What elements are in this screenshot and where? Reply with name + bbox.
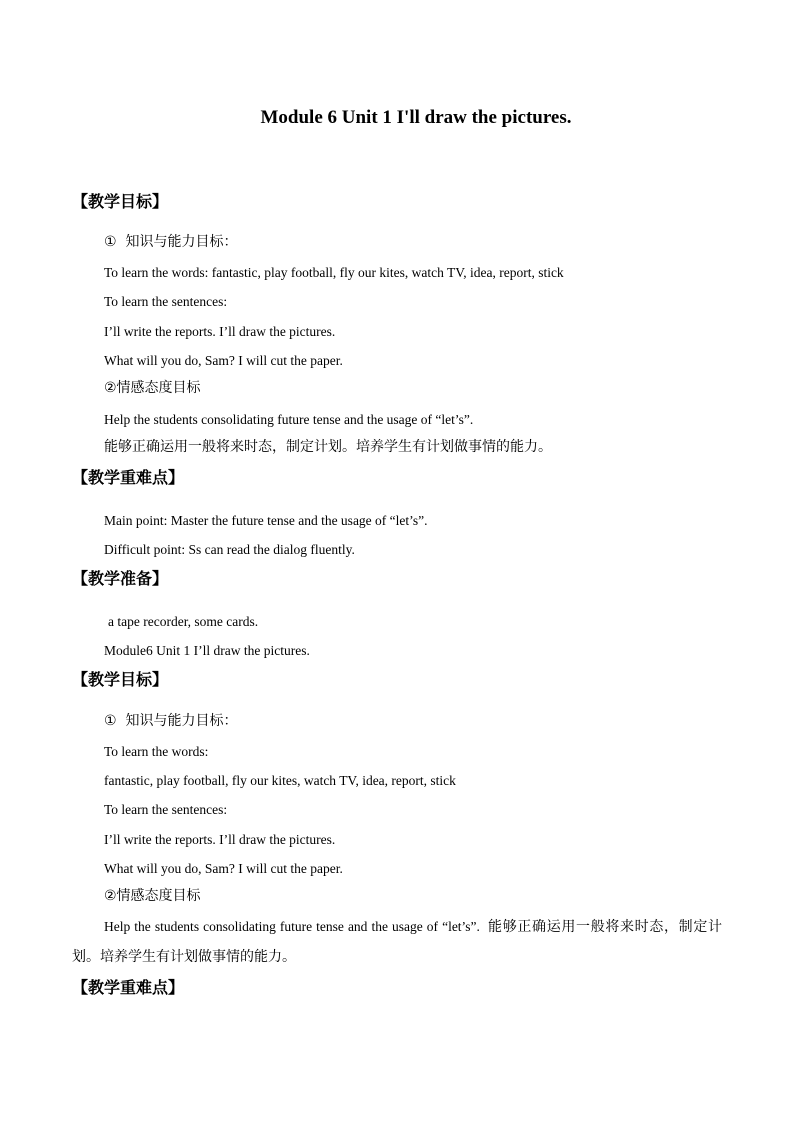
- vocabulary-line: fantastic, play football, fly our kites, watch TV, idea, report, stick: [104, 773, 456, 788]
- section-heading-preparation: 【教学准备】: [72, 569, 169, 588]
- goal-chinese: 能够正确运用一般将来时态，制定计划。培养学生有计划做事情的能力。: [104, 439, 552, 455]
- sentence-line: What will you do, Sam? I will cut the paper.: [104, 861, 343, 876]
- goal-chinese: 能够正确运用一般将来时态，制定计划。培养学生有计划做事情的能力。: [72, 919, 723, 965]
- difficult-point: Difficult point: Ss can read the dialog fluently.: [104, 542, 355, 557]
- goal-english: Help the students consolidating future tense and the usage of “let’s”.: [104, 412, 474, 427]
- subheading-text: 知识与能力目标：: [125, 234, 238, 250]
- subheading-knowledge-ability: [104, 714, 237, 728]
- section-heading-objectives: 【教学目标】: [72, 192, 169, 211]
- goal-paragraph: [72, 912, 722, 972]
- subheading-emotion-attitude: ②情感态度目标: [104, 380, 201, 396]
- sentence-line: I’ll write the reports. I’ll draw the pictures.: [104, 324, 336, 339]
- goal-english: Help the students consolidating future tense and the usage of “let’s”.: [104, 919, 480, 934]
- sentence-line: I’ll write the reports. I’ll draw the pictures.: [104, 832, 336, 847]
- subheading-emotion-attitude: ②情感态度目标: [104, 888, 201, 904]
- circled-number-one: ①: [104, 234, 117, 250]
- sentences-label: To learn the sentences:: [104, 294, 228, 309]
- section-heading-objectives: 【教学目标】: [72, 670, 169, 689]
- module-line: Module6 Unit 1 I’ll draw the pictures.: [104, 643, 310, 658]
- words-label: To learn the words:: [104, 744, 209, 759]
- section-heading-key-points: 【教学重难点】: [72, 978, 185, 997]
- sentences-label: To learn the sentences:: [104, 802, 228, 817]
- subheading-text: 知识与能力目标：: [125, 713, 238, 729]
- vocabulary-line: To learn the words: fantastic, play football, fly our kites, watch TV, idea, report, stick: [104, 265, 564, 280]
- main-point: Main point: Master the future tense and the usage of “let’s”.: [104, 513, 428, 528]
- sentence-line: What will you do, Sam? I will cut the paper.: [104, 353, 343, 368]
- materials-line: a tape recorder, some cards.: [108, 614, 259, 629]
- document-title: Module 6 Unit 1 I'll draw the pictures.: [260, 107, 572, 128]
- subheading-knowledge-ability: [104, 235, 237, 249]
- circled-number-one: ①: [104, 713, 117, 729]
- section-heading-key-points: 【教学重难点】: [72, 468, 185, 487]
